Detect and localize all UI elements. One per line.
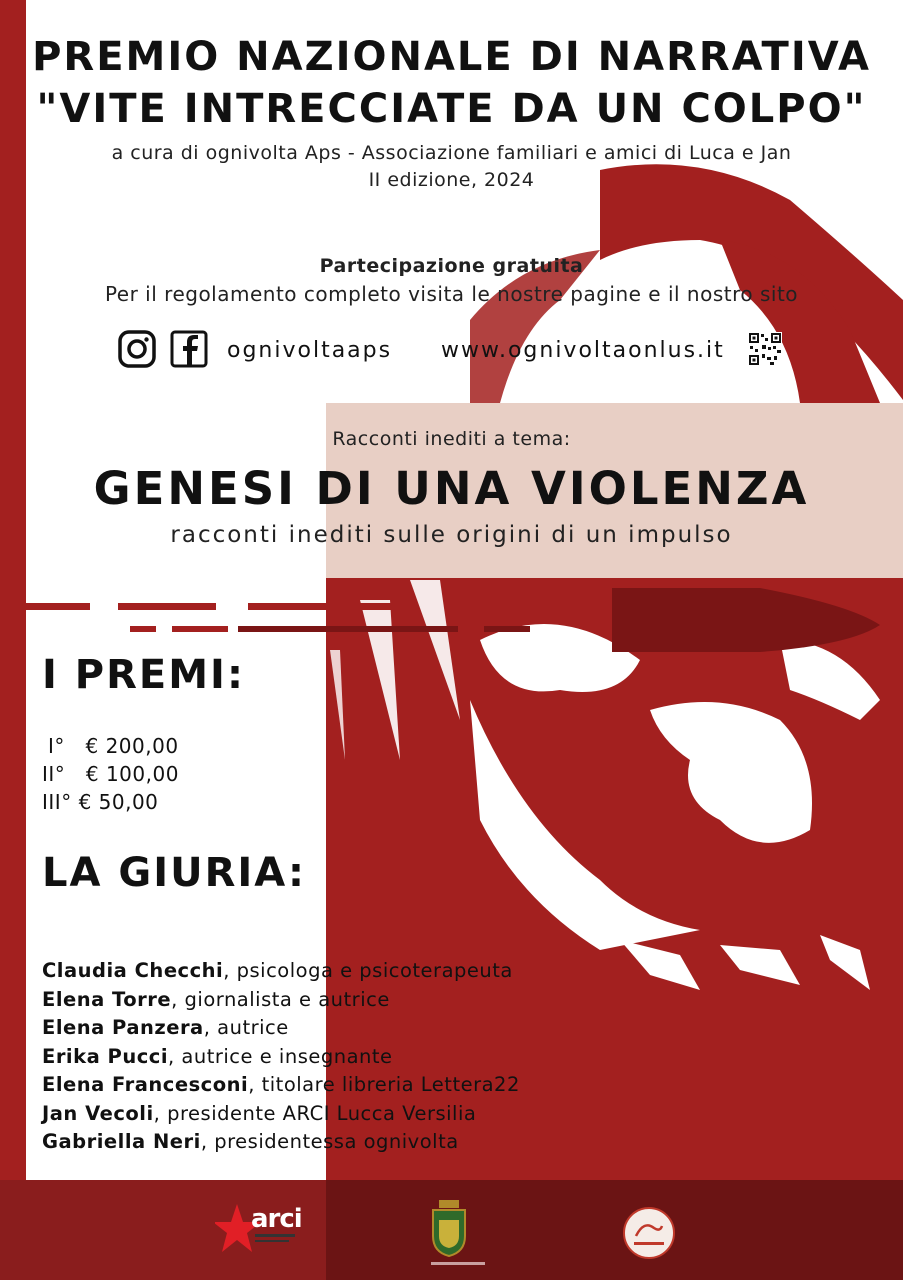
prize-amount: € 200,00 [85,734,179,758]
prize-1 [48,734,179,758]
poster-title-line2: "VITE INTRECCIATE DA UN COLPO" [36,86,867,132]
prize-amount: € 50,00 [78,790,159,814]
jury-role: , titolare libreria Lettera22 [248,1073,520,1096]
poster-title-line1: PREMIO NAZIONALE DI NARRATIVA [32,34,871,80]
theme-intro: Racconti inediti a tema: [332,428,571,450]
prize-3 [42,790,158,814]
prize-rank: II° [42,762,66,786]
jury-name: Erika Pucci [42,1044,169,1068]
jury-role: , presidentessa ognivolta [200,1130,459,1153]
theme-title: GENESI DI UNA VIOLENZA [93,462,810,515]
jury-role: , autrice [203,1016,289,1039]
prizes-heading: I PREMI: [42,652,245,698]
jury-role: , autrice e insegnante [168,1044,393,1068]
jury-member [42,1014,520,1043]
footer-dark-block [326,1180,903,1280]
jury-member [42,1043,520,1072]
prize-amount: € 100,00 [85,762,179,786]
jury-name: Elena Torre [42,987,172,1011]
jury-name: Jan Vecoli [42,1101,154,1125]
organizer-text: a cura di ognivolta Aps - Associazione familiari e amici di Luca e Jan [111,142,792,164]
jury-member [42,1071,520,1100]
jury-name: Elena Francesconi [42,1073,249,1096]
facebook-icon[interactable] [170,330,208,368]
arci-logo-text: arci [251,1204,302,1234]
jury-name: Elena Panzera [42,1016,204,1039]
qr-code-icon[interactable] [748,332,782,366]
prize-rank: I° [48,734,65,758]
jury-member [42,957,520,986]
social-handle[interactable]: ognivoltaaps [227,338,393,363]
jury-heading: LA GIURIA: [42,850,306,896]
jury-role: , psicologa e psicoterapeuta [223,959,513,982]
theme-subtitle: racconti inediti sulle origini di un impulso [170,522,733,548]
participation-info: Per il regolamento completo visita le nostre pagine e il nostro sito [104,282,799,306]
arci-logo [215,1202,310,1257]
jury-role: , presidente ARCI Lucca Versilia [153,1101,477,1125]
participation-headline: Partecipazione gratuita [319,255,584,277]
prize-2 [42,762,179,786]
edition-text: II edizione, 2024 [368,169,535,191]
city-crest-logo [425,1198,485,1268]
left-red-strip [0,0,26,1280]
website-link[interactable]: www.ognivoltaonlus.it [441,338,725,363]
footer-bar [0,1180,903,1280]
jury-member [42,1128,520,1157]
instagram-icon[interactable] [118,330,156,368]
jury-name: Gabriella Neri [42,1130,201,1153]
jury-member [42,1100,520,1129]
jury-list [42,957,520,1157]
jury-role: , giornalista e autrice [171,987,390,1011]
jury-member [42,986,520,1015]
ognivolta-logo [622,1206,676,1260]
jury-name: Claudia Checchi [42,959,224,982]
prize-rank: III° [42,790,72,814]
